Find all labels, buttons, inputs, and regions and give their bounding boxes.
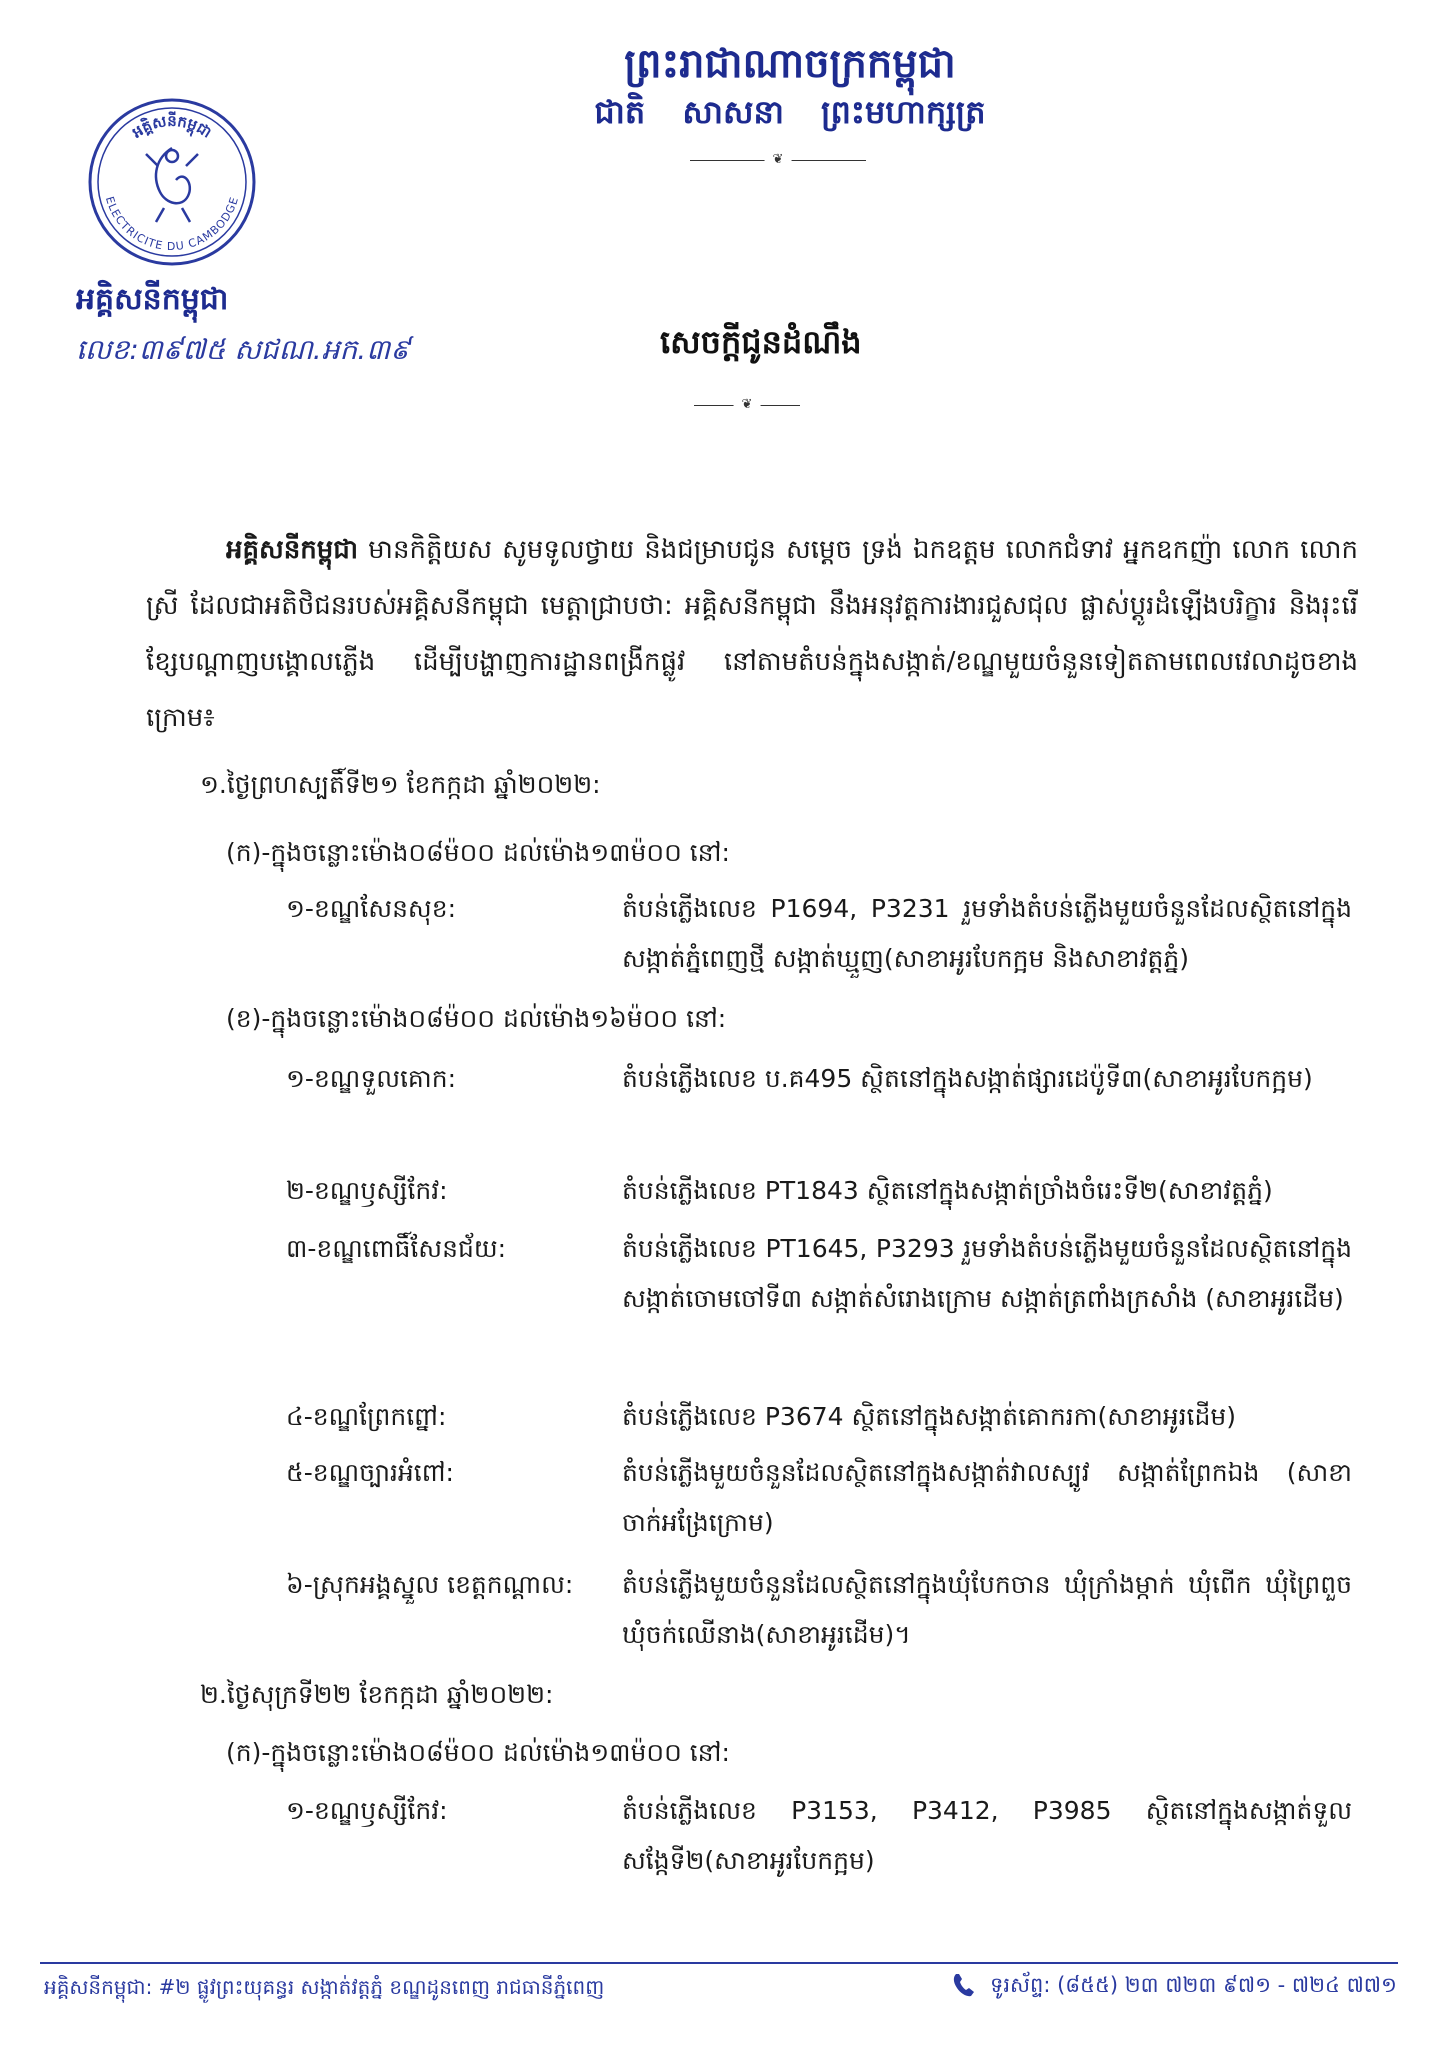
day1-b-i1-location: ១-ខណ្ឌទួលគោក: [286,1064,457,1093]
footer-address: អគ្គិសនីកម្ពុជា: #២ ផ្លូវព្រះយុគន្ធរ សង្កាត់វត្តភ្នំ ខណ្ឌដូនពេញ រាជធានីភ្នំពេញ [44,1975,605,1999]
title-ornament [694,405,800,406]
day1-a-i1-location: ១-ខណ្ឌសែនសុខ: [286,894,457,923]
seal-top-text: អគ្គិសនីកម្ពុជា [128,112,215,142]
day2-a-heading: (ក)-ក្នុងចន្លោះម៉ោង០៨ម៉០០ ដល់ម៉ោង១៣ម៉០០ នៅ: [226,1738,730,1767]
day2-a-i1-location: ១-ខណ្ឌឫស្សីកែវ: [286,1796,448,1825]
header-ornament [690,160,866,161]
svg-text:អគ្គិសនីកម្ពុជា [129,111,215,142]
seal-emblem-icon [146,148,198,222]
company-seal [86,96,258,268]
day1-b-i6-detail: តំបន់ភ្លើងមួយចំនួនដែលស្ថិតនៅក្នុងឃុំបែកចាន ឃុំក្រាំងម្កាក់ ឃុំពើក ឃុំព្រៃពួច ឃុំចក់ឈើនាង(សាខាអូរដើម)។ [622,1570,1352,1649]
day1-b-i3-detail: តំបន់ភ្លើងលេខ PT1645, P3293 រួមទាំងតំបន់ភ្លើងមួយចំនួនដែលស្ថិតនៅក្នុងសង្កាត់ចោមចៅទី៣ សង្កាត់សំរោងក្រោម សង្កាត់ត្រពាំងក្រសាំង (សាខាអូរដើម) [622,1234,1352,1313]
seal-bottom-text: ELECTRICITE DU CAMBODGE [102,194,242,254]
day1-b-i4-detail: តំបន់ភ្លើងលេខ P3674 ស្ថិតនៅក្នុងសង្កាត់គោករកា(សាខាអូរដើម) [622,1402,1236,1431]
day1-heading: ១.ថ្ងៃព្រហស្បតិ៍ទី២១ ខែកក្កដា ឆ្នាំ២០២២: [200,770,601,799]
reference-number: លេខ:៣៩៧៥ សជណ.អក.៣៩ [76,333,410,366]
day1-b-i5-detail: តំបន់ភ្លើងមួយចំនួនដែលស្ថិតនៅក្នុងសង្កាត់វាលស្បូវ សង្កាត់ព្រែកឯង (សាខាចាក់អង្រែក្រោម) [622,1458,1352,1537]
day2-heading: ២.ថ្ងៃសុក្រទី២២ ខែកក្កដា ឆ្នាំ២០២២: [200,1680,554,1709]
day1-b-i4-location: ៤-ខណ្ឌព្រែកព្នៅ: [286,1402,447,1431]
day2-a-i1-detail: តំបន់ភ្លើងលេខ P3153, P3412, P3985 ស្ថិតនៅក្នុងសង្កាត់ទួលសង្កែទី២(សាខាអូរបែកក្អម) [622,1796,1352,1875]
intro-text: មានកិត្តិយស សូមទូលថ្វាយ និងជម្រាបជូន សម្តេច ទ្រង់ ឯកឧត្តម លោកជំទាវ អ្នកឧកញ៉ា លោក លោកស្រី ដែលជាអតិថិជនរបស់អគ្គិសនីកម្ពុជា មេត្តាជ្រាបថា: អគ្គិសនីកម្ពុជា នឹងអនុវត្តការងារជួសជុល ផ្លាស់ប្តូរដំឡើងបរិក្ខារ និងរុះរើខ្សែបណ្តាញបង្គោលភ្លើង ដើម្បីបង្ហាញការដ្ឋានពង្រីកផ្លូវ នៅតាមតំបន់ក្នុងសង្កាត់/ខណ្ឌមួយចំនួនទៀតតាមពេលវេលាដូចខាងក្រោម៖ [146,535,1359,733]
footer-phone: ទូរស័ព្ទ: (៨៥៥) ២៣ ៧២៣ ៩៧១ - ៧២៤ ៧៧១ [990,1973,1397,1997]
intro-org: អគ្គិសនីកម្ពុជា [226,535,359,565]
day1-b-i6-location: ៦-ស្រុកអង្គស្នួល ខេត្តកណ្តាល: [286,1570,574,1599]
day1-a-i1-detail: តំបន់ភ្លើងលេខ P1694, P3231 រួមទាំងតំបន់ភ្លើងមួយចំនួនដែលស្ថិតនៅក្នុងសង្កាត់ភ្នំពេញថ្មី សង្កាត់ឃ្មួញ(សាខាអូរបែកក្អម និងសាខាវត្តភ្នំ) [622,894,1352,973]
intro-paragraph [146,522,1358,746]
document-title: សេចក្តីជូនដំណឹង [660,323,862,361]
national-motto: ជាតិ សាសនា ព្រះមហាក្សត្រ [594,93,986,131]
day1-b-i3-location: ៣-ខណ្ឌពោធិ៍សែនជ័យ: [286,1234,507,1263]
day1-b-i2-detail: តំបន់ភ្លើងលេខ PT1843 ស្ថិតនៅក្នុងសង្កាត់ច្រាំងចំរេះទី២(សាខាវត្តភ្នំ) [622,1176,1273,1205]
day1-a-heading: (ក)-ក្នុងចន្លោះម៉ោង០៨ម៉០០ ដល់ម៉ោង១៣ម៉០០ នៅ: [226,838,730,867]
day1-b-i2-location: ២-ខណ្ឌឫស្សីកែវ: [286,1176,448,1205]
company-name: អគ្គិសនីកម្ពុជា [76,282,229,317]
phone-icon [948,1968,982,2002]
kingdom-title: ព្រះរាជាណាចក្រកម្ពុជា [624,41,956,87]
footer-rule [40,1962,1398,1964]
day1-b-i1-detail: តំបន់ភ្លើងលេខ ប.គ495 ស្ថិតនៅក្នុងសង្កាត់ផ្សារដេប៉ូទី៣(សាខាអូរបែកក្អម) [622,1064,1313,1093]
day1-b-heading: (ខ)-ក្នុងចន្លោះម៉ោង០៨ម៉០០ ដល់ម៉ោង១៦ម៉០០ នៅ: [226,1004,727,1033]
day1-b-i5-location: ៥-ខណ្ឌច្បារអំពៅ: [286,1458,454,1487]
